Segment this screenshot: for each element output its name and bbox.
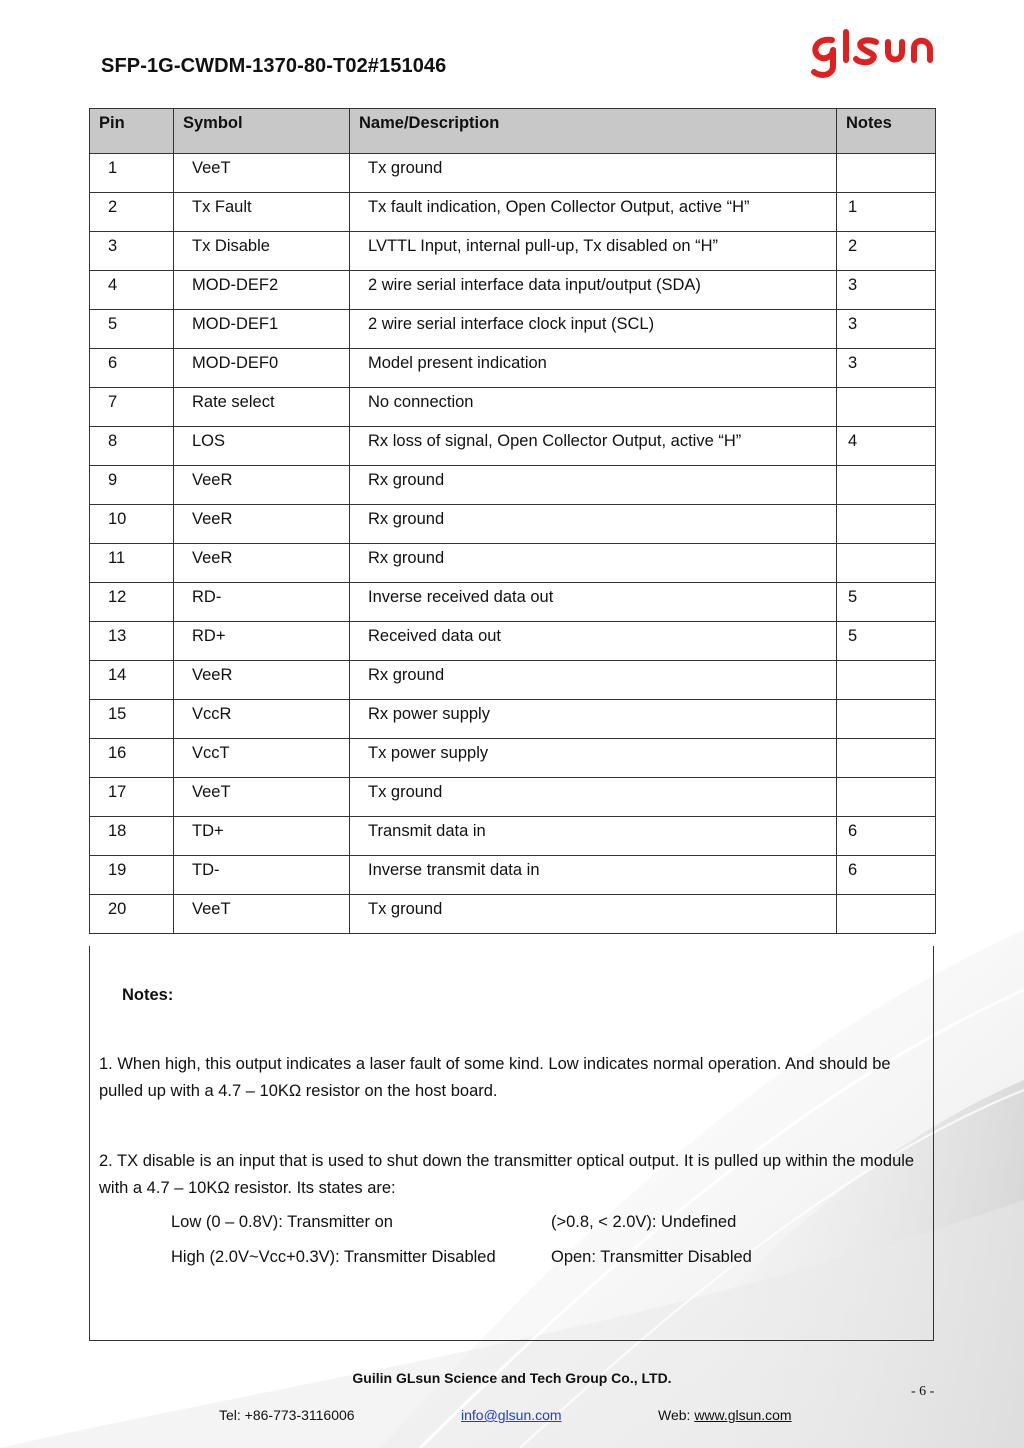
symbol-cell: TD+ (174, 817, 350, 856)
header-pin: Pin (90, 109, 174, 154)
notes-cell (837, 700, 936, 739)
description-cell: Received data out (350, 622, 837, 661)
pin-cell: 15 (90, 700, 174, 739)
description-cell: No connection (350, 388, 837, 427)
table-row (90, 700, 936, 739)
notes-cell (837, 466, 936, 505)
pin-cell: 3 (90, 232, 174, 271)
pin-cell: 7 (90, 388, 174, 427)
notes-heading: Notes: (122, 986, 174, 1004)
pin-cell: 10 (90, 505, 174, 544)
notes-cell: 5 (837, 622, 936, 661)
symbol-cell: VeeT (174, 154, 350, 193)
symbol-cell: Tx Disable (174, 232, 350, 271)
description-cell: Rx ground (350, 544, 837, 583)
notes-cell (837, 505, 936, 544)
notes-cell: 3 (837, 310, 936, 349)
header-symbol: Symbol (174, 109, 350, 154)
state-row (171, 1209, 911, 1235)
state-open: Open: Transmitter Disabled (551, 1248, 752, 1266)
table-row (90, 466, 936, 505)
description-cell: LVTTL Input, internal pull-up, Tx disabled on “H” (350, 232, 837, 271)
pin-cell: 16 (90, 739, 174, 778)
symbol-cell: VeeR (174, 661, 350, 700)
header-description: Name/Description (350, 109, 837, 154)
table-row (90, 817, 936, 856)
note-2-text: 2. TX disable is an input that is used to shut down the transmitter optical output. It is pulled up within the module with a 4.7 – 10KΩ resistor. Its states are: (99, 1152, 915, 1197)
table-row (90, 544, 936, 583)
footer-email-link[interactable]: info@glsun.com (461, 1407, 562, 1423)
pin-cell: 8 (90, 427, 174, 466)
notes-cell (837, 739, 936, 778)
table-row (90, 271, 936, 310)
table-row (90, 661, 936, 700)
table-header-row (90, 109, 936, 154)
symbol-cell: RD- (174, 583, 350, 622)
symbol-cell: MOD-DEF1 (174, 310, 350, 349)
symbol-cell: Tx Fault (174, 193, 350, 232)
description-cell: Tx ground (350, 895, 837, 934)
table-row (90, 778, 936, 817)
symbol-cell: RD+ (174, 622, 350, 661)
note-1-text: 1. When high, this output indicates a laser fault of some kind. Low indicates normal operation. And should be pulled up with a 4.7 – 10KΩ resistor on the host board. (99, 1055, 891, 1100)
table-row (90, 349, 936, 388)
pin-cell: 14 (90, 661, 174, 700)
pin-cell: 6 (90, 349, 174, 388)
symbol-cell: VccT (174, 739, 350, 778)
description-cell: Inverse received data out (350, 583, 837, 622)
description-cell: Tx ground (350, 154, 837, 193)
symbol-cell: MOD-DEF0 (174, 349, 350, 388)
notes-cell (837, 778, 936, 817)
symbol-cell: VeeR (174, 544, 350, 583)
description-cell: Inverse transmit data in (350, 856, 837, 895)
description-cell: Tx fault indication, Open Collector Output, active “H” (350, 193, 837, 232)
document-title: SFP-1G-CWDM-1370-80-T02#151046 (101, 55, 447, 77)
symbol-cell: VeeT (174, 778, 350, 817)
pin-assignment-table (89, 108, 936, 934)
description-cell: Rx ground (350, 466, 837, 505)
header-notes: Notes (837, 109, 936, 154)
pin-cell: 11 (90, 544, 174, 583)
description-cell: Tx ground (350, 778, 837, 817)
notes-cell (837, 661, 936, 700)
symbol-cell: VccR (174, 700, 350, 739)
table-row (90, 856, 936, 895)
notes-cell: 1 (837, 193, 936, 232)
notes-cell: 2 (837, 232, 936, 271)
state-row (171, 1244, 911, 1270)
table-row (90, 232, 936, 271)
table-row (90, 388, 936, 427)
table-row (90, 193, 936, 232)
description-cell: Rx ground (350, 661, 837, 700)
description-cell: Model present indication (350, 349, 837, 388)
pin-cell: 17 (90, 778, 174, 817)
pin-cell: 9 (90, 466, 174, 505)
pin-cell: 19 (90, 856, 174, 895)
notes-cell (837, 544, 936, 583)
notes-cell: 6 (837, 817, 936, 856)
pin-cell: 2 (90, 193, 174, 232)
pin-cell: 12 (90, 583, 174, 622)
pin-cell: 4 (90, 271, 174, 310)
footer-phone: Tel: +86-773-3116006 (219, 1407, 355, 1423)
table-row (90, 427, 936, 466)
pin-cell: 18 (90, 817, 174, 856)
footer-web-link[interactable]: www.glsun.com (694, 1407, 792, 1423)
pin-cell: 5 (90, 310, 174, 349)
symbol-cell: TD- (174, 856, 350, 895)
notes-cell (837, 895, 936, 934)
table-row (90, 739, 936, 778)
description-cell: Tx power supply (350, 739, 837, 778)
notes-cell (837, 154, 936, 193)
symbol-cell: Rate select (174, 388, 350, 427)
pin-cell: 20 (90, 895, 174, 934)
symbol-cell: MOD-DEF2 (174, 271, 350, 310)
notes-cell: 6 (837, 856, 936, 895)
footer-company: Guilin GLsun Science and Tech Group Co., LTD. (352, 1370, 672, 1386)
state-low: Low (0 – 0.8V): Transmitter on (171, 1213, 393, 1231)
state-high: High (2.0V~Vcc+0.3V): Transmitter Disabled (171, 1248, 496, 1266)
pin-cell: 13 (90, 622, 174, 661)
table-row (90, 310, 936, 349)
notes-cell: 3 (837, 349, 936, 388)
footer-web-label: Web: (658, 1407, 695, 1423)
glsun-logo (806, 26, 938, 82)
table-row (90, 895, 936, 934)
description-cell: Rx ground (350, 505, 837, 544)
description-cell: Transmit data in (350, 817, 837, 856)
state-undefined: (>0.8, < 2.0V): Undefined (551, 1213, 737, 1231)
symbol-cell: VeeR (174, 466, 350, 505)
description-cell: Rx loss of signal, Open Collector Output, active “H” (350, 427, 837, 466)
notes-cell: 5 (837, 583, 936, 622)
symbol-cell: LOS (174, 427, 350, 466)
notes-section (89, 946, 934, 1341)
table-row (90, 505, 936, 544)
description-cell: Rx power supply (350, 700, 837, 739)
table-row (90, 622, 936, 661)
notes-cell: 4 (837, 427, 936, 466)
symbol-cell: VeeR (174, 505, 350, 544)
description-cell: 2 wire serial interface clock input (SCL) (350, 310, 837, 349)
table-row (90, 154, 936, 193)
pin-cell: 1 (90, 154, 174, 193)
table-row (90, 583, 936, 622)
page-number: - 6 - (911, 1384, 935, 1399)
symbol-cell: VeeT (174, 895, 350, 934)
description-cell: 2 wire serial interface data input/output (SDA) (350, 271, 837, 310)
notes-cell: 3 (837, 271, 936, 310)
footer-web (658, 1407, 792, 1423)
notes-cell (837, 388, 936, 427)
